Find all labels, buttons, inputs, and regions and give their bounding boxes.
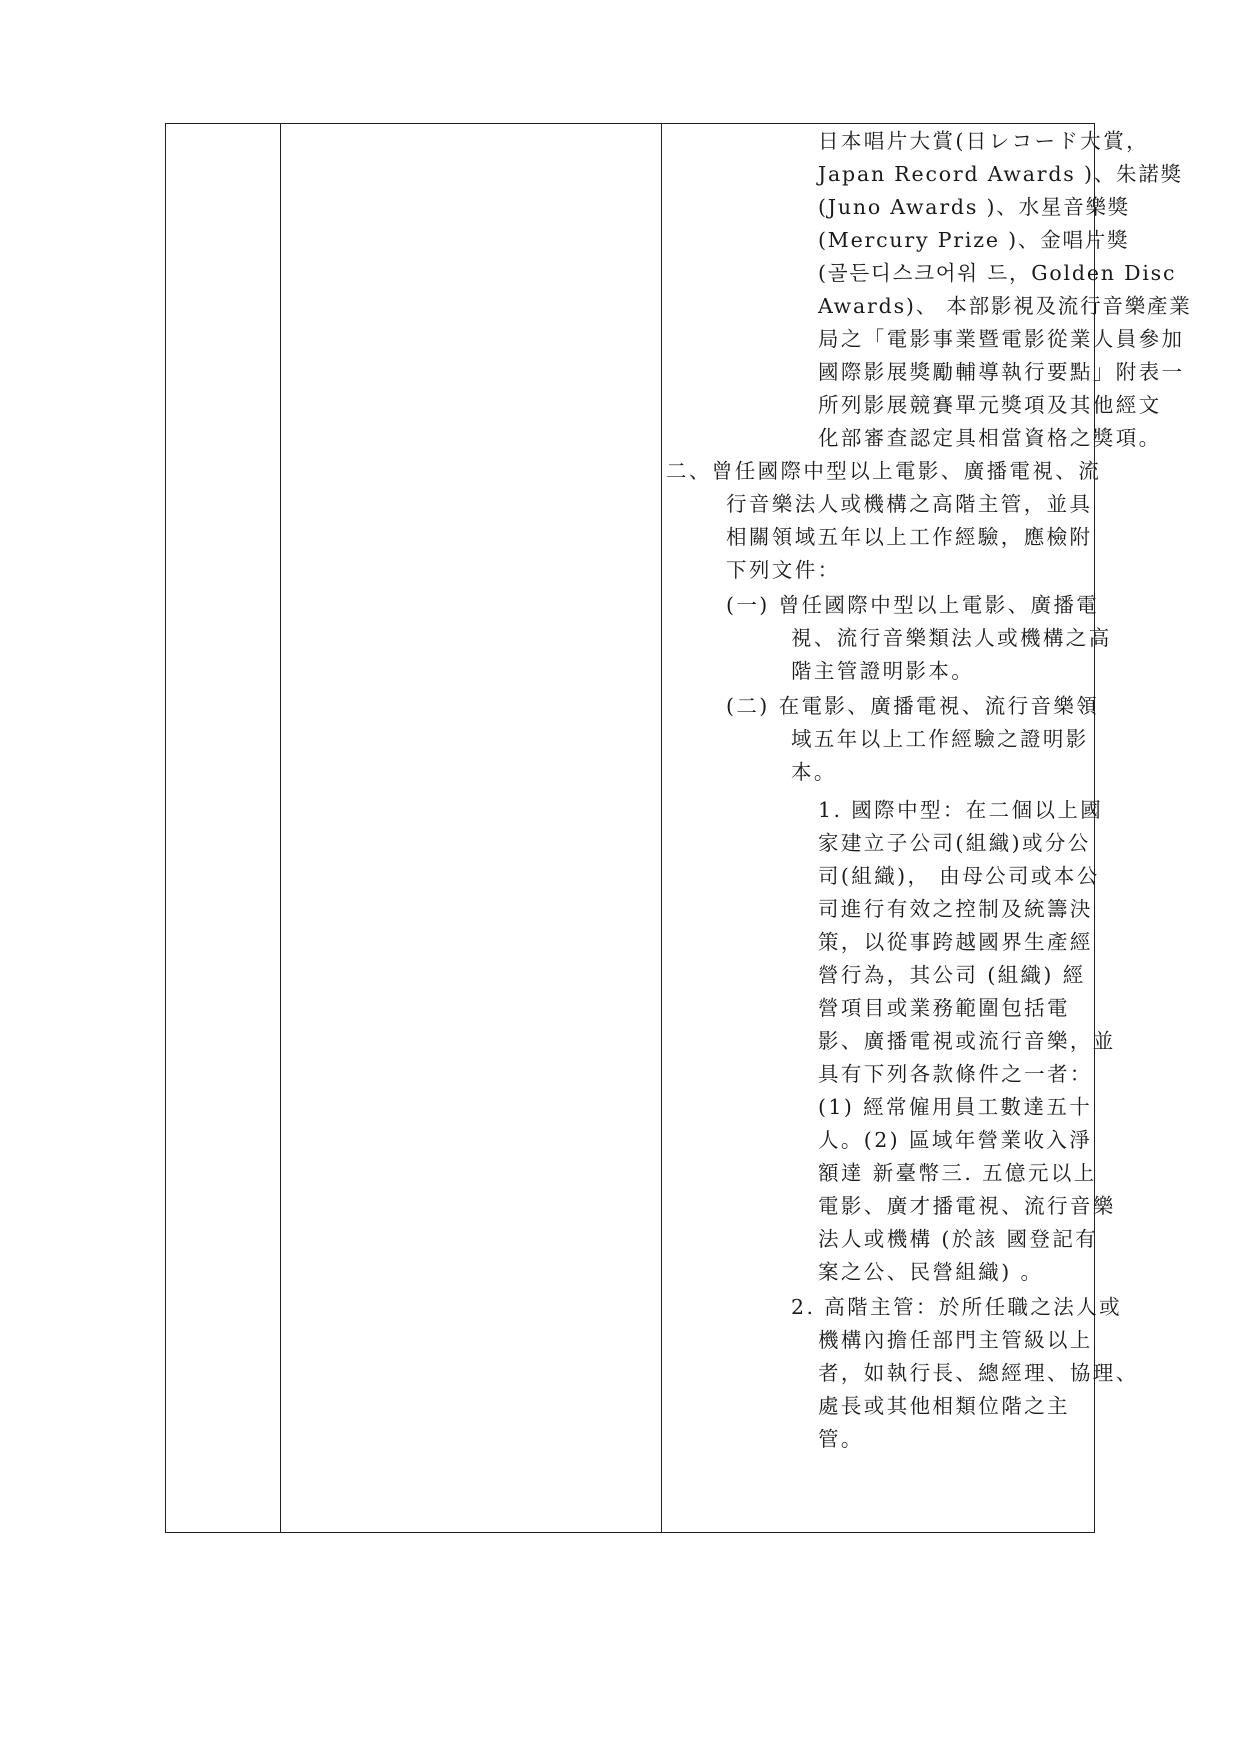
text-line: 化部審查認定具相當資格之獎項。 <box>818 426 1162 450</box>
text-line: (Mercury Prize )、金唱片獎 <box>818 228 1130 252</box>
text-line: 本。 <box>791 760 837 784</box>
text-line: 管。 <box>818 1427 864 1451</box>
text-line: 機構內擔任部門主管級以上 <box>818 1328 1093 1352</box>
text-line: Awards)、 本部影視及流行音樂產業 <box>818 294 1192 318</box>
text-line: 電影、廣才播電視、流行音樂 <box>818 1194 1116 1218</box>
text-line: 司進行有效之控制及統籌決 <box>818 897 1093 921</box>
text-line: 額達 新臺幣三. 五億元以上 <box>818 1161 1097 1185</box>
text-line: 處長或其他相類位階之主 <box>818 1394 1070 1418</box>
text-line: Japan Record Awards )、朱諾獎 <box>818 162 1183 186</box>
text-line: 法人或機構 (於該 國登記有 <box>818 1227 1099 1251</box>
document-table <box>165 123 1192 1533</box>
text-line: 所列影展競賽單元獎項及其他經文 <box>818 393 1162 417</box>
sub-item-heading: 2. 高階主管：於所任職之法人或 <box>791 1295 1122 1319</box>
text-line: 局之「電影事業暨電影從業人員參加 <box>818 327 1185 351</box>
text-line: (1) 經常僱用員工數達五十 <box>818 1095 1093 1119</box>
text-line: 行音樂法人或機構之高階主管，並具 <box>726 492 1093 516</box>
item-heading: (一) 曾任國際中型以上電影、廣播電 <box>726 593 1100 617</box>
text-line: 具有下列各款條件之一者： <box>818 1062 1093 1086</box>
text-line: 域五年以上工作經驗之證明影 <box>791 727 1089 751</box>
text-line: 相關領域五年以上工作經驗，應檢附 <box>726 525 1093 549</box>
sub-item-heading: 1. 國際中型：在二個以上國 <box>818 798 1104 822</box>
text-line: 策，以從事跨越國界生產經 <box>818 930 1093 954</box>
text-line: 階主管證明影本。 <box>791 659 975 683</box>
section-heading: 二、曾任國際中型以上電影、廣播電視、流 <box>666 459 1102 483</box>
text-line: 人。(2) 區域年營業收入淨 <box>818 1128 1093 1152</box>
text-line: 日本唱片大賞(日レコード大賞， <box>818 129 1149 153</box>
column-divider-2 <box>661 124 662 1532</box>
text-line: 影、廣播電視或流行音樂，並 <box>818 1029 1116 1053</box>
text-line: 視、流行音樂類法人或機構之高 <box>791 626 1112 650</box>
text-line: 營項目或業務範圍包括電 <box>818 996 1070 1020</box>
text-line: 營行為，其公司 (組織) 經 <box>818 963 1086 987</box>
text-line: 家建立子公司(組織)或分公 <box>818 831 1091 855</box>
text-line: 下列文件： <box>726 558 841 582</box>
text-line: 者，如執行長、總經理、協理、 <box>818 1361 1139 1385</box>
text-line: (Juno Awards )、水星音樂獎 <box>818 195 1131 219</box>
text-line: (골든디스크어워 드，Golden Disc <box>818 261 1177 285</box>
column-divider-1 <box>280 124 281 1532</box>
text-line: 案之公、民營組織) 。 <box>818 1260 1044 1284</box>
text-line: 國際影展獎勵輔導執行要點」附表一 <box>818 360 1185 384</box>
item-heading: (二) 在電影、廣播電視、流行音樂領 <box>726 694 1100 718</box>
text-line: 司(組織)， 由母公司或本公 <box>818 864 1100 888</box>
